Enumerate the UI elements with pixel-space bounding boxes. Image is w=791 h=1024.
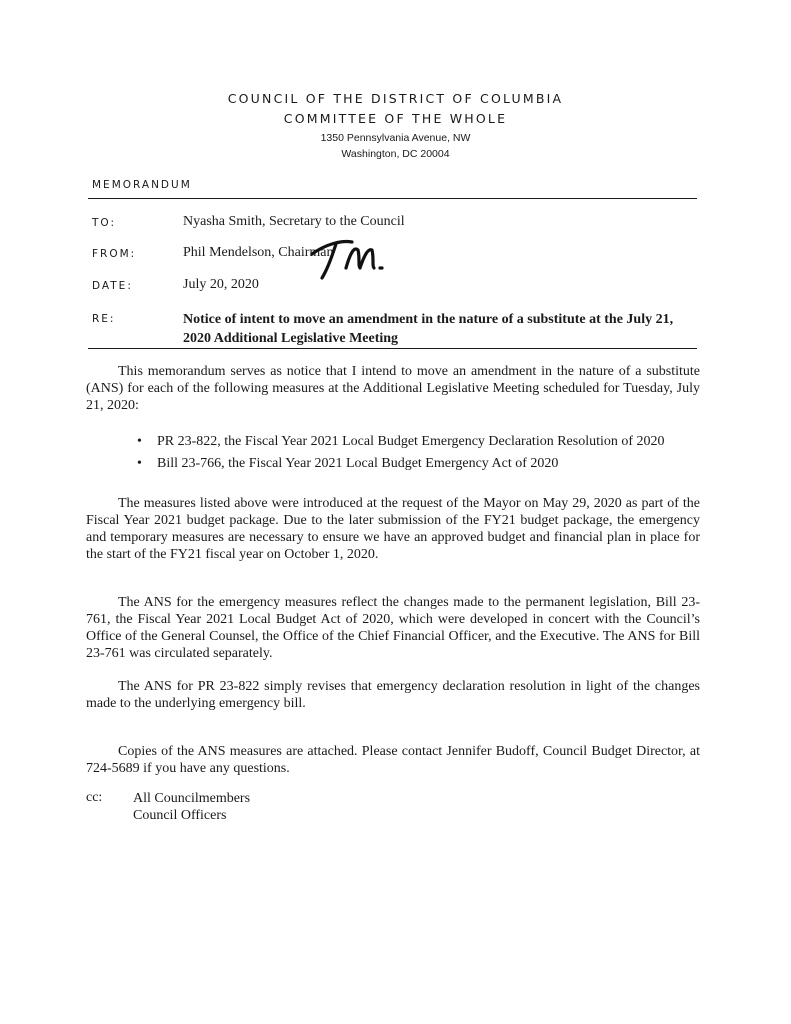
header-rule-bottom xyxy=(88,348,697,349)
measure-pr-23-822: PR 23-822, the Fiscal Year 2021 Local Budget Emergency Declaration Resolution of 2020 xyxy=(157,434,665,449)
to-label: TO: xyxy=(92,217,117,229)
body-paragraph-2: The measures listed above were introduced at the request of the Mayor on May 29, 2020 as part of the Fiscal Year 2021 budget package. Due to the later submission of the FY21 budget package, the emergency and temporary measures are necessary to ensure we have an approved budget and financial plan in place for the start of the FY21 fiscal year on October 1, 2020. xyxy=(86,496,700,562)
cc-recipient: Council Officers xyxy=(133,808,227,823)
body-paragraph-5: Copies of the ANS measures are attached. Please contact Jennifer Budoff, Council Budget Director, at 724-5689 if you have any questions. xyxy=(86,744,700,776)
body-paragraph-4: The ANS for PR 23-822 simply revises that emergency declaration resolution in light of the changes made to the underlying emergency bill. xyxy=(86,679,700,711)
date-label: DATE: xyxy=(92,280,133,292)
list-item xyxy=(137,455,703,472)
body-paragraph-3: The ANS for the emergency measures reflect the changes made to the permanent legislation, Bill 23-761, the Fiscal Year 2021 Local Budget Act of 2020, which were developed in concert with the Council’s Office of the General Counsel, the Office of the Chief Financial Officer, and the Executive. The ANS for Bill 23-761 was circulated separately. xyxy=(86,595,700,661)
body-paragraph-1: This memorandum serves as notice that I intend to move an amendment in the nature of a substitute (ANS) for each of the following measures at the Additional Legislative Meeting scheduled for Tuesday, July 21, 2020: xyxy=(86,364,700,413)
memorandum-label: MEMORANDUM xyxy=(92,179,192,191)
bullet-icon: • xyxy=(137,456,142,471)
bullet-icon: • xyxy=(137,434,142,449)
letterhead-address-city: Washington, DC 20004 xyxy=(341,148,450,160)
re-label: RE: xyxy=(92,313,116,325)
letterhead-council: COUNCIL OF THE DISTRICT OF COLUMBIA xyxy=(227,91,564,106)
cc-recipient: All Councilmembers xyxy=(133,791,251,806)
letterhead-committee: COMMITTEE OF THE WHOLE xyxy=(283,111,508,126)
measures-list xyxy=(137,433,703,477)
cc-recipients xyxy=(133,790,250,824)
measure-bill-23-766: Bill 23-766, the Fiscal Year 2021 Local Budget Emergency Act of 2020 xyxy=(157,456,559,471)
header-rule-top xyxy=(88,198,697,199)
date-value: July 20, 2020 xyxy=(183,277,259,292)
to-value: Nyasha Smith, Secretary to the Council xyxy=(183,214,405,229)
letterhead-address-street: 1350 Pennsylvania Avenue, NW xyxy=(320,132,471,144)
signature-initials xyxy=(308,232,386,282)
cc-label: cc: xyxy=(86,790,103,805)
from-label: FROM: xyxy=(92,248,137,260)
from-value: Phil Mendelson, Chairman xyxy=(183,245,334,260)
list-item xyxy=(137,433,703,450)
re-subject: Notice of intent to move an amendment in the nature of a substitute at the July 21, 2020 Additional Legislative Meeting xyxy=(183,312,674,346)
